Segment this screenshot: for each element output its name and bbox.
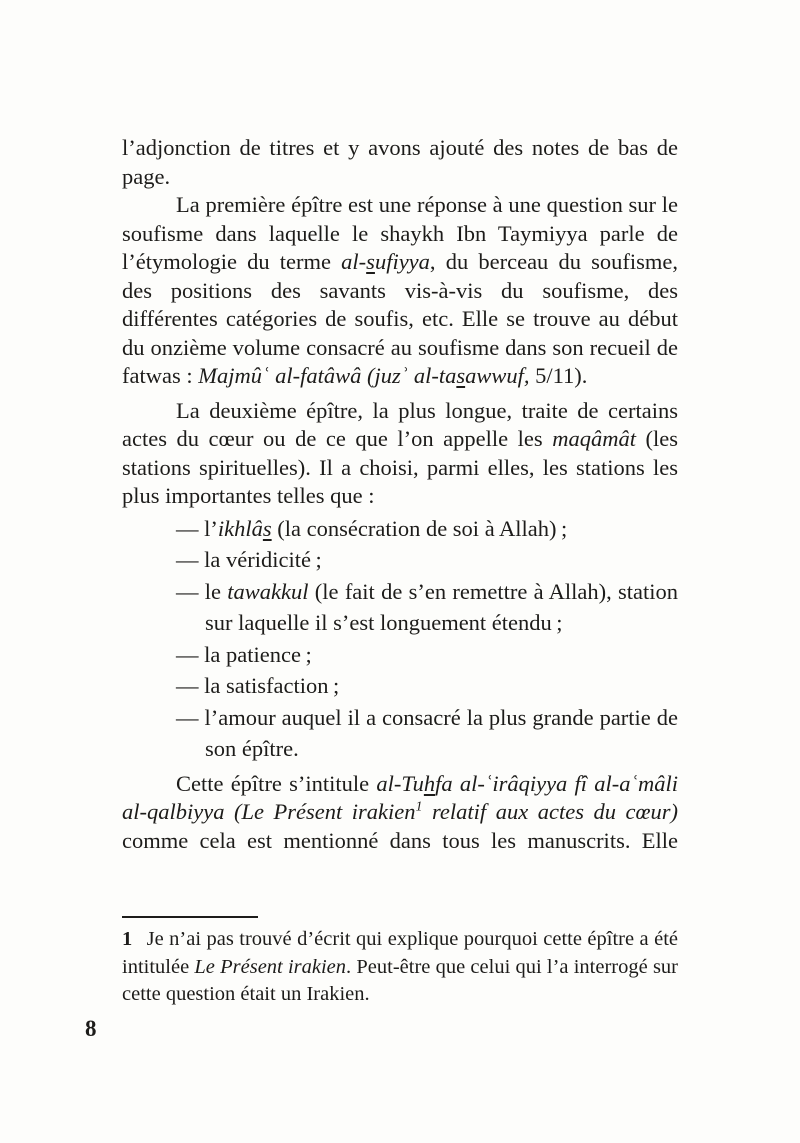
stations-list <box>122 513 678 765</box>
paragraph-first-epistle: La première épître est une réponse à une question sur le soufisme dans laquelle le shaykh Ibn Taymiyya parle de l’étymologie du terme al-sufiyya, du berceau du soufisme, des positions des savants vis-à-vis du soufisme, des différentes catégories de soufis, etc. Elle se trouve au début du onzième volume consacré au soufisme dans son recueil de fatwas : Majmûʿ al-fatâwâ (juzʾ al-tasawwuf, 5/11). <box>122 192 678 388</box>
paragraph-epistle-title: Cette épître s’intitule al-Tuhfa al-ʿirâqiyya fî al-aʿmâli al-qalbiyya (Le Présent irakien$^1$ relatif aux actes du cœur) comme cela est mentionné dans tous les manuscrits. Elle <box>122 770 678 853</box>
list-item-tawakkul: — le tawakkul (le fait de s’en remettre à Allah), station sur laquelle il s’est longuement étendu ; <box>176 578 678 635</box>
list-item-veridicite: — la véridicité ; <box>176 547 322 572</box>
footnote-block <box>122 916 678 1009</box>
list-item-ikhlas: — l’ikhlâs (la consécration de soi à Allah) ; <box>176 515 568 541</box>
paragraph-continuation: l’adjonction de titres et y avons ajouté des notes de bas de page. <box>122 135 678 189</box>
body-text <box>122 134 678 855</box>
footnote-text: 1 Je n’ai pas trouvé d’écrit qui explique pourquoi cette épître a été intitulée Le Présent irakien. Peut-être que celui qui l’a interrogé sur cette question était un Irakien. <box>122 928 678 1005</box>
page-number: 8 <box>85 1016 97 1041</box>
paragraph-second-epistle: La deuxième épître, la plus longue, traite de certains actes du cœur ou de ce que l’on appelle les maqâmât (les stations spirituelles). Il a choisi, parmi elles, les stations les plus importantes telles que : <box>122 397 678 508</box>
list-item-satisfaction: — la satisfaction ; <box>176 673 340 698</box>
list-item-patience: — la patience ; <box>176 641 312 667</box>
list-item-amour: — l’amour auquel il a consacré la plus grande partie de son épître. <box>176 704 678 761</box>
footnote-rule <box>122 916 258 918</box>
